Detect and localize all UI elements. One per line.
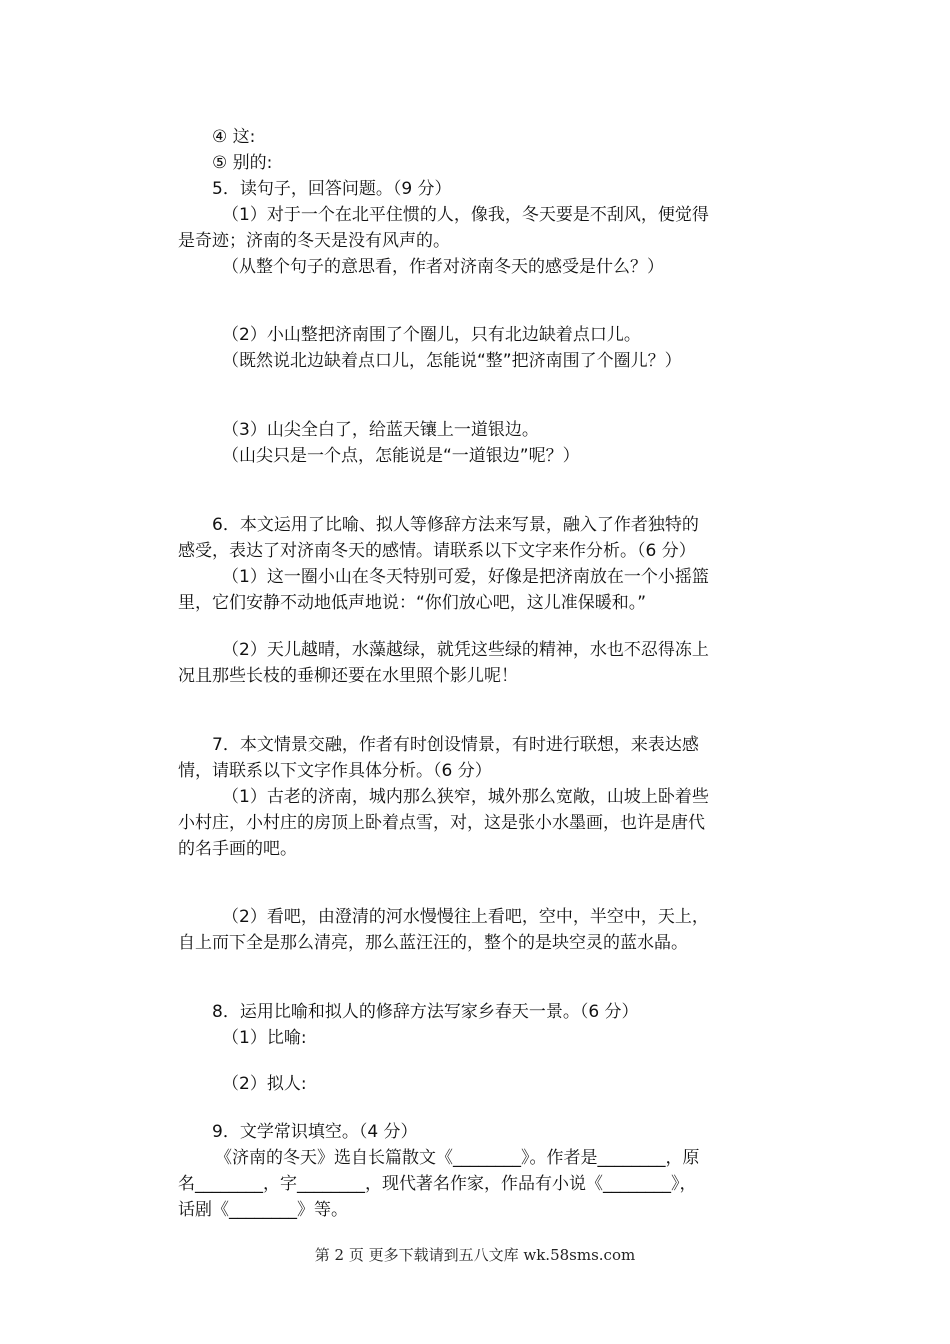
q5-sentence1-line1: （1）对于一个在北平住惯的人，像我，冬天要是不刮风，便觉得 [222, 205, 709, 225]
q5-sentence3-line1: （3）山尖全白了，给蓝天镶上一道银边。 [222, 420, 539, 440]
q8-heading: 8．运用比喻和拟人的修辞方法写家乡春天一景。（6 分） [212, 1002, 639, 1022]
q9-line2: 名________，字________，现代著名作家，作品有小说《________》， [178, 1174, 697, 1194]
q7-line2: 情，请联系以下文字作具体分析。（6 分） [178, 761, 492, 781]
q4-item-4: ④ 这: [212, 127, 256, 147]
q7-sentence2-line2: 自上而下全是那么清亮，那么蓝汪汪的，整个的是块空灵的蓝水晶。 [178, 933, 688, 953]
q7-sentence1-line1: （1）古老的济南，城内那么狭窄，城外那么宽敞，山坡上卧着些 [222, 787, 709, 807]
q6-sentence2-line2: 况且那些长枝的垂柳还要在水里照个影儿呢！ [178, 666, 518, 686]
q7-sentence1-line2: 小村庄，小村庄的房顶上卧着点雪，对，这是张小水墨画，也许是唐代 [178, 813, 705, 833]
q6-sentence2-line1: （2）天儿越晴，水藻越绿，就凭这些绿的精神，水也不忍得冻上 [222, 640, 709, 660]
q6-line1: 6．本文运用了比喻、拟人等修辞方法来写景，融入了作者独特的 [212, 515, 699, 535]
q5-sentence2-prompt: （既然说北边缺着点口儿，怎能说“整”把济南围了个圈儿？） [222, 351, 682, 371]
q9-line1: 《济南的冬天》选自长篇散文《________》。作者是________，原 [215, 1148, 700, 1168]
q5-sentence2-line1: （2）小山整把济南围了个圈儿，只有北边缺着点口儿。 [222, 325, 641, 345]
q7-sentence2-line1: （2）看吧，由澄清的河水慢慢往上看吧，空中，半空中，天上， [222, 907, 709, 927]
q5-sentence3-prompt: （山尖只是一个点，怎能说是“一道银边”呢？） [222, 446, 580, 466]
q7-sentence1-line3: 的名手画的吧。 [178, 839, 297, 859]
q7-line1: 7．本文情景交融，作者有时创设情景，有时进行联想，来表达感 [212, 735, 699, 755]
q5-sentence1-prompt: （从整个句子的意思看，作者对济南冬天的感受是什么？） [222, 257, 664, 277]
q6-sentence1-line1: （1）这一圈小山在冬天特别可爱，好像是把济南放在一个小摇篮 [222, 567, 709, 587]
q9-line3: 话剧《________》等。 [178, 1200, 348, 1220]
q5-sentence1-line2: 是奇迹；济南的冬天是没有风声的。 [178, 231, 450, 251]
q8-item1: （1）比喻: [222, 1028, 307, 1048]
q6-line2: 感受，表达了对济南冬天的感情。请联系以下文字来作分析。（6 分） [178, 541, 696, 561]
q8-item2: （2）拟人: [222, 1074, 307, 1094]
q9-heading: 9．文学常识填空。（4 分） [212, 1122, 418, 1142]
q5-heading: 5．读句子，回答问题。（9 分） [212, 179, 452, 199]
q6-sentence1-line2: 里，它们安静不动地低声地说：“你们放心吧，这儿准保暖和。” [178, 593, 647, 613]
page-footer: 第 2 页 更多下载请到五八文库 wk.58sms.com [314, 1246, 636, 1264]
q4-item-5: ⑤ 别的: [212, 153, 273, 173]
